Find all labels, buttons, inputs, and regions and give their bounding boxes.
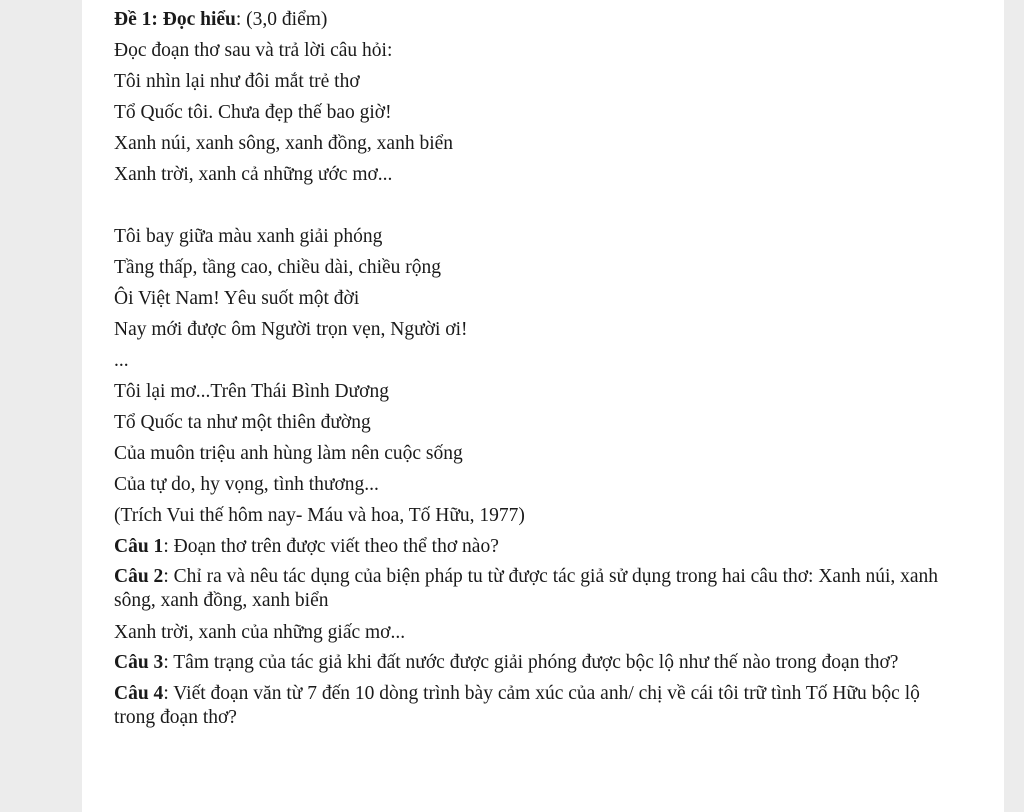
poem-line: Tôi lại mơ...Trên Thái Bình Dương [114,381,389,402]
question-2 [114,562,944,617]
question-label: Câu 3 [114,652,164,673]
question-text: : Chỉ ra và nêu tác dụng của biện pháp tu từ được tác giả sử dụng trong hai câu thơ: Xanh núi, xanh sông, xanh đồng, xanh biển [114,566,939,611]
exam-heading [114,4,944,35]
intro-text: Đọc đoạn thơ sau và trả lời câu hỏi: [114,40,393,61]
question-text: : Đoạn thơ trên được viết theo thể thơ nào? [163,536,499,557]
heading-bold: Đề 1: Đọc hiểu [114,9,236,30]
poem-line: Xanh trời, xanh cả những ước mơ... [114,164,393,185]
question-text: : Viết đoạn văn từ 7 đến 10 dòng trình bày cảm xúc của anh/ chị về cái tôi trữ tình Tố Hữu bộc lộ trong đoạn thơ? [114,683,920,728]
question-2-continuation [114,617,944,648]
poem-line: Tầng thấp, tầng cao, chiều dài, chiều rộng [114,257,442,278]
question-3 [114,648,944,679]
question-text: Xanh trời, xanh của những giấc mơ... [114,622,406,643]
question-4 [114,679,944,734]
poem-line: Nay mới được ôm Người trọn vẹn, Người ơi! [114,319,468,340]
poem-line: Tổ Quốc ta như một thiên đường [114,412,371,433]
question-text: : Tâm trạng của tác giả khi đất nước được giải phóng được bộc lộ như thế nào trong đoạn thơ? [163,652,899,673]
question-1 [114,531,944,562]
poem-ellipsis: ... [114,350,129,371]
document-page [82,0,1004,812]
poem-line: Tổ Quốc tôi. Chưa đẹp thế bao giờ! [114,102,392,123]
poem-line: Tôi bay giữa màu xanh giải phóng [114,226,383,247]
question-label: Câu 4 [114,683,164,704]
poem-line: Của tự do, hy vọng, tình thương... [114,474,379,495]
stanza-gap [114,190,944,221]
heading-rest: : (3,0 điểm) [235,9,328,30]
poem-line: Ôi Việt Nam! Yêu suốt một đời [114,288,360,309]
poem-line: Tôi nhìn lại như đôi mắt trẻ thơ [114,71,360,92]
question-label: Câu 1 [114,536,164,557]
poem-citation: (Trích Vui thế hôm nay- Máu và hoa, Tố Hữu, 1977) [114,505,525,526]
poem-line: Xanh núi, xanh sông, xanh đồng, xanh biển [114,133,454,154]
document-content [114,4,944,734]
poem-line: Của muôn triệu anh hùng làm nên cuộc sống [114,443,463,464]
question-label: Câu 2 [114,566,164,587]
